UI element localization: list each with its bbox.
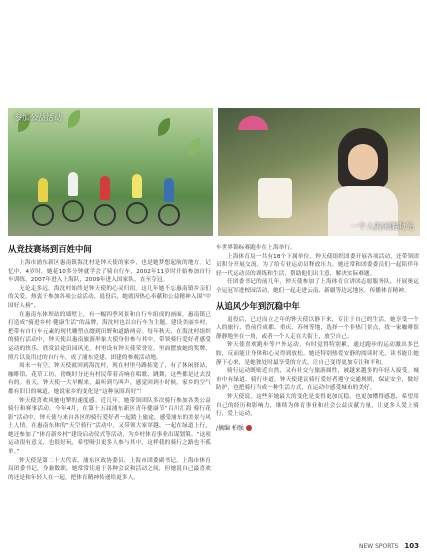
author-line — [216, 425, 419, 434]
paragraph: 钟天使说，这些年她最大的变化是变得更加沉稳，也更加懂得感恩，希望用自己的经历和影响力，继续为体育事业和社会公益贡献力量，让更多人爱上骑行，爱上运动。 — [216, 393, 419, 418]
page-number: 103 — [404, 542, 419, 550]
portrait-face — [348, 144, 378, 180]
bicycle-wheel — [126, 202, 148, 224]
paragraph: 无论走多远，海沈村始终是钟天使的心灵归宿。这几年她不忘惠南镇乡亲们的关爱，热衷于参加各项公益活动，退役后，她就因热心奉献和公益精神入围“中国好人榜”。 — [8, 285, 211, 309]
left-photo-caption: 参加公益活动 — [14, 113, 62, 122]
cycling-group-photo — [8, 108, 213, 236]
bicycle-wheel — [158, 204, 180, 226]
foliage-decoration — [68, 110, 80, 128]
bicycle-wheel — [32, 204, 54, 226]
right-photo-caption: 一个人的闲暇时光 — [350, 222, 414, 231]
paragraph: 钟天使喜欢风驰电掣的速度感。近几年，她带领团队多次骑行参加各类公益骑行和赛事活动。今年4月，在第十五届浦东新区青年健康节“百川汇海 骑行花影”活动中，钟天使与来自各区的骑行爱好者一起踏上旅途，感受浦东的美景与风土人情。在惠南东体的“天空骑行”活动中，又带领大家穿越，一起在绿道上行，她还参加了“体育新乡村”建设启动仪式等活动，为乡村体育事业出谋划策。“这项运动很有意义，也很好玩，希望吸引更多人参与其中，这样我的骑行之路也不孤单。” — [8, 397, 211, 456]
cyclist-figure — [132, 174, 142, 198]
paragraph: 骑行运动既贴近自然，又有社交与旅游属性，被越来越多的年轻人接受。城市中有绿道、骑行步道，钟天使建议骑行爱好者遵守交通规则，保证安全，做好防护，也把骑行当成一种生活方式，在运动中感受城市的美好。 — [216, 368, 419, 392]
paragraph: 车世界锦标赛跑步在上海举行。 — [216, 245, 296, 251]
paragraph: 钟天使喜欢跑步等户外运动，有时觉得特别累，通过跑步的运动激出多巴胺，反而能让身体和心灵得到放松。她还特别热爱安静的阅读时光，读书能让她静下心来，是她独处时最享受的方式，让自己变得更加专注和平和。 — [216, 342, 419, 366]
photo-strip — [8, 108, 420, 236]
cyclist-figure — [100, 176, 110, 200]
paragraph: 任团委书记的前几年，钟天使参加了上海体育宣讲团志愿服务队，开展奥运全运冠军进校园活动，她们一起走进云南、新疆等边远地区，传播体育精神。 — [216, 279, 419, 294]
right-column — [216, 244, 419, 433]
paragraph: 上海市浦东新区惠南镇海沈村是钟天使的家乡，也是她梦想起航的地方。记忆中，4岁时，她花10多分钟就学会了骑自行车，2002年11岁时开始参加自行车训练，2007年进入上海队，2009年进入国家队，直至夺冠。 — [8, 260, 211, 284]
cyclist-figure — [68, 172, 78, 196]
umbrella-decoration — [238, 116, 268, 130]
section-heading: 从追风少年到沉稳中年 — [216, 300, 300, 311]
cyclist-figure — [38, 178, 48, 202]
foliage-decoration — [158, 118, 170, 136]
paragraph: 退役后，已过而立之年的钟天使以静下来，专注于自己的生活。她享受一个人的旅行，曾前往成都、重庆、苏州等地，选择一个非热门景点，找一家咖啡馆静静地坐在一角，或者一个人走在大街上，放空自己。 — [216, 316, 419, 340]
author-label: /摘编 柏强 — [216, 424, 244, 432]
portrait-photo — [218, 108, 420, 236]
bicycle-wheel — [94, 204, 116, 226]
magazine-name: NEW SPORTS — [358, 543, 399, 550]
left-column — [8, 244, 211, 482]
paragraph: 钟天使是第二十大代表，浦东区政协委员、上海市团委副书记。上海市体育局团委书记，身兼数职，她常常往返于各种会议和活动之间，但她说自己最喜欢的还是和年轻人在一起，把体育精神传递给更多人。 — [8, 457, 211, 481]
page-footer — [359, 542, 419, 550]
foliage-decoration — [188, 138, 200, 156]
end-mark-icon — [246, 425, 252, 431]
paragraph: 在惠南东体坝站的墙壁上，有一幅四季风景和自行车组成的画面，惠南镇已打造成“骑进乡村·健康生活”的品牌，海沈村也以自行车为主题，建设美丽乡村，把带有自行车元素的现代雕塑点缀到田野和道路两旁。每年秋天，在海沈村组织的骑行活动中，钟天使以惠南旅游形象大使身份参与其中，带领骑行爱好者感受运动的快乐，欣赏沿途田园风光，村里设有钟天使荣誉室，里面摆放她的奖牌、照片以及用过的自行车，成了浦东党建、团建的参观活动地。 — [8, 311, 211, 361]
section-heading: 从竞技赛场到百姓中间 — [8, 244, 92, 254]
cyclist-figure — [164, 178, 174, 202]
paragraph: 上海体育局一共有18个下属单位，钟天使组织团委开展各项活动，还带领团员积分开展交流。为了给专业运动员释放压力，她还常和团委委员们一起陪伴年轻一代运动员的训练和生活，帮助他们出主意，解决实际难题。 — [216, 253, 419, 277]
bicycle-wheel — [62, 200, 84, 222]
paragraph: 周末一有空，钟天使就回到海沈村，现在村里马路拓宽了，有了休闲驿站、咖啡馆、花草工坊，傍晚时分还有村民带着音响在唱歌、跳舞，这些都是过去没有的。看天，钟天使一大早醒来，最听到鸟叫声，感觉回到小时候，家乡的空气都有旧日的味道，她说家乡的变化是“这种氛围真好”！ — [8, 363, 211, 395]
coffee-cup — [258, 178, 292, 218]
